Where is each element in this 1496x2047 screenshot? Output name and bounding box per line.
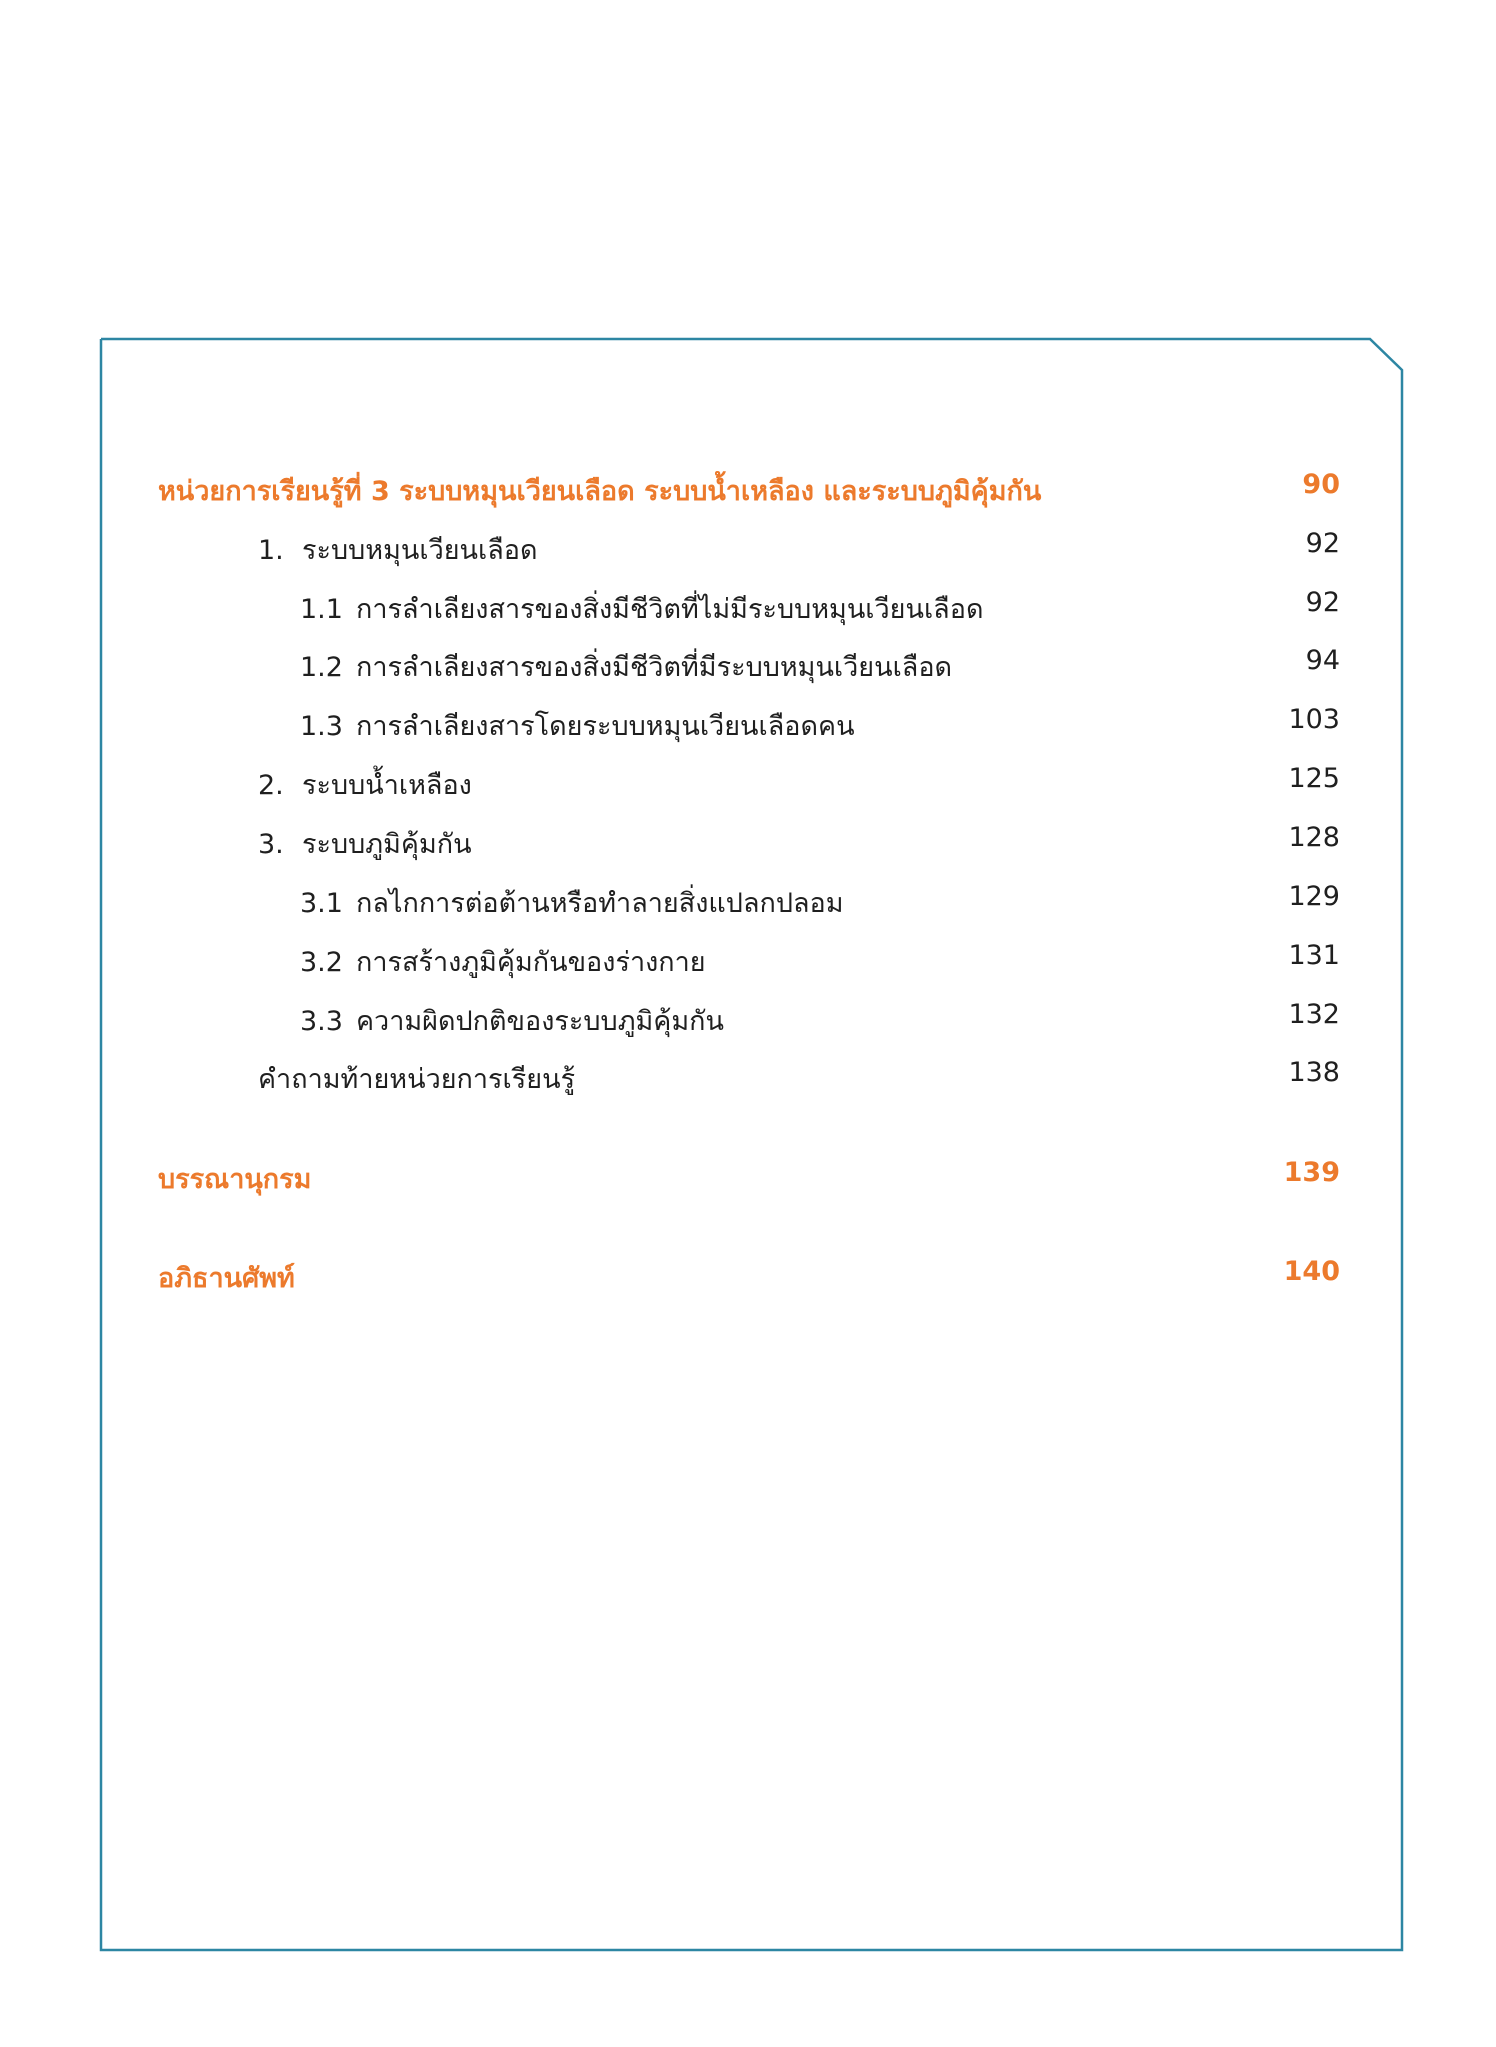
toc-entry-title: การลำเลียงสารโดยระบบหมุนเวียนเลือดคน: [356, 711, 855, 742]
toc-entry-2[interactable]: [158, 763, 1340, 803]
toc-entry-page: 103: [1288, 704, 1340, 735]
toc-entry-3-2[interactable]: [158, 940, 1340, 980]
toc-entry-1-1[interactable]: [158, 587, 1340, 627]
toc-entry-number: 1.2: [300, 652, 343, 683]
toc-glossary-page: 140: [1283, 1256, 1340, 1287]
toc-entry-number: 2.: [258, 770, 284, 801]
toc-entry-page: 138: [1288, 1057, 1340, 1088]
toc-unit-title: หน่วยการเรียนรู้ที่ 3 ระบบหมุนเวียนเลือด ระบบน้ำเหลือง และระบบภูมิคุ้มกัน: [158, 476, 1042, 507]
toc-entry-number: 3.1: [300, 888, 343, 919]
toc-entry-number: 3.: [258, 829, 284, 860]
toc-entry-number: 3.3: [300, 1006, 343, 1037]
toc-entry-3-1[interactable]: [158, 881, 1340, 921]
toc-entry-number: 3.2: [300, 947, 343, 978]
toc-entry-1-2[interactable]: [158, 645, 1340, 685]
toc-entry-number: 1.3: [300, 711, 343, 742]
toc-entry-title: ระบบน้ำเหลือง: [302, 770, 472, 801]
toc-entry-3-3[interactable]: [158, 999, 1340, 1039]
toc-entry-title: การลำเลียงสารของสิ่งมีชีวิตที่มีระบบหมุนเวียนเลือด: [356, 652, 953, 683]
toc-unit-page: 90: [1302, 469, 1340, 500]
toc-entry-title: การสร้างภูมิคุ้มกันของร่างกาย: [356, 947, 706, 978]
toc-entry-title: ระบบภูมิคุ้มกัน: [302, 829, 472, 860]
toc-entry-page: 125: [1288, 763, 1340, 794]
toc-entry-3[interactable]: [158, 822, 1340, 862]
toc-entry-title: ระบบหมุนเวียนเลือด: [302, 535, 538, 566]
toc-bibliography-title: บรรณานุกรม: [158, 1164, 312, 1195]
toc-entry-page: 129: [1288, 881, 1340, 912]
toc-bibliography-page: 139: [1283, 1157, 1340, 1188]
toc-entry-page: 128: [1288, 822, 1340, 853]
toc-entry-1-3[interactable]: [158, 704, 1340, 744]
toc-entry-page: 131: [1288, 940, 1340, 971]
toc-entry-1[interactable]: [158, 528, 1340, 568]
toc-entry-title: ความผิดปกติของระบบภูมิคุ้มกัน: [356, 1006, 724, 1037]
toc-glossary[interactable]: [158, 1256, 1340, 1296]
toc-entry-page: 132: [1288, 999, 1340, 1030]
toc-entry-questions[interactable]: [158, 1057, 1340, 1097]
toc-entry-number: 1.1: [300, 594, 343, 625]
toc-glossary-title: อภิธานศัพท์: [158, 1263, 295, 1294]
toc-bibliography[interactable]: [158, 1157, 1340, 1197]
toc-entry-title: การลำเลียงสารของสิ่งมีชีวิตที่ไม่มีระบบหมุนเวียนเลือด: [356, 594, 984, 625]
toc-entry-page: 92: [1305, 587, 1340, 618]
toc-entry-page: 94: [1305, 645, 1340, 676]
toc-unit-heading[interactable]: [158, 469, 1340, 509]
toc-entry-page: 92: [1305, 528, 1340, 559]
toc-entry-title: กลไกการต่อต้านหรือทำลายสิ่งแปลกปลอม: [356, 888, 844, 919]
toc-entry-number: 1.: [258, 535, 284, 566]
toc-entry-title: คำถามท้ายหน่วยการเรียนรู้: [258, 1064, 576, 1095]
